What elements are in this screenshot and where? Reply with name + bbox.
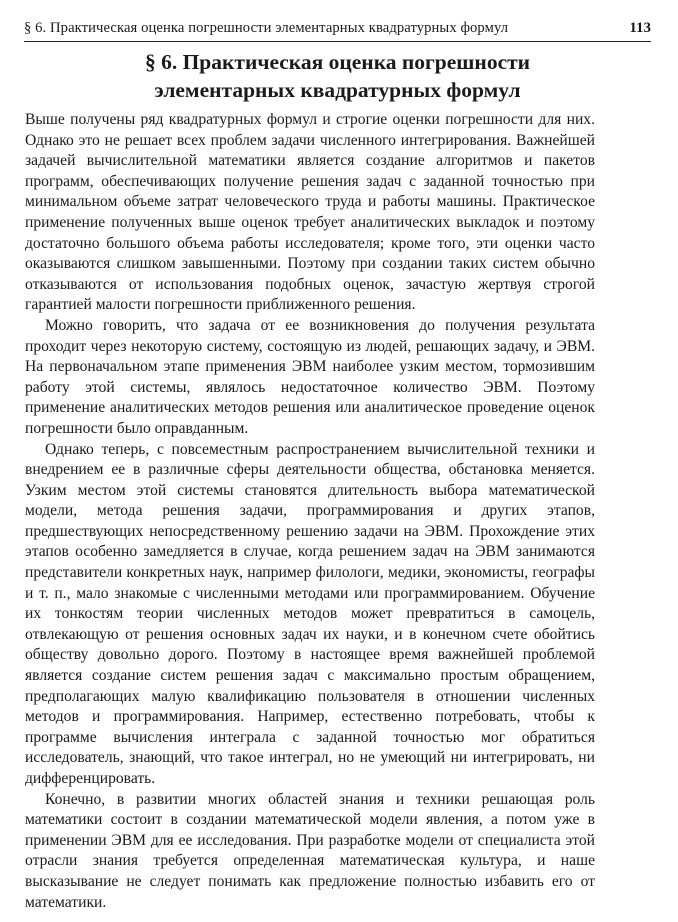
- paragraph-4: Конечно, в развитии многих областей знания и техники решающая роль математики состоит в создании математической модели явления, а потом уже в применении ЭВМ для ее исследования. При разработке модели от специалиста этой отрасли знания требуется определенная математическая культура, и наше высказывание не следует понимать как предложение полностью избавить его от математики.: [25, 790, 595, 911]
- running-head: [24, 14, 651, 42]
- running-head-title: § 6. Практическая оценка погрешности элементарных квадратурных формул: [24, 20, 509, 37]
- paragraph-3: Однако теперь, с повсеместным распространением вычислительной техники и внедрением ее в различные сферы деятельности общества, обстановка меняется. Узким местом этой системы становятся длительность выбора математической модели, метода решения задачи, программирования и других этапов, предшествующих непосредственному решению задачи на ЭВМ. Прохождение этих этапов особенно замедляется в случае, когда решением задач на ЭВМ занимаются представители конкретных наук, например филологи, медики, экономисты, географы и т. п., мало знакомые с численными методами или программированием. Обучение их тонкостям теории численных методов может превратиться в самоцель, отвлекающую от решения основных задач их науки, и в конечном счете обойтись обществу довольно дорого. Поэтому в настоящее время важнейшей проблемой является создание систем решения задач с максимально простым обращением, предполагающих малую квалификацию пользователя в отношении численных методов и программирования. Например, естественно потребовать, чтобы к программе вычисления интеграла с заданной точностью мог обратиться исследователь, знающий, что такое интеграл, но не умеющий ни интегрировать, ни дифференцировать.: [25, 440, 595, 787]
- paragraph-2: Можно говорить, что задача от ее возникновения до получения результата проходит через некоторую систему, состоящую из людей, решающих задачу, и ЭВМ. На первоначальном этапе применения ЭВМ наиболее узким местом, тормозившим работу этой системы, являлось недостаточное количество ЭВМ. Поэтому применение аналитических методов решения или аналитическое проведение оценок погрешности было оправданным.: [25, 316, 595, 437]
- section-title-line-1: § 6. Практическая оценка погрешности: [144, 50, 531, 74]
- section-title: [24, 48, 651, 104]
- section-title-line-2: элементарных квадратурных формул: [154, 78, 521, 102]
- page-number: 113: [629, 20, 651, 36]
- paragraph-1: Выше получены ряд квадратурных формул и строгие оценки погрешности для них. Однако это не решает всех проблем задачи численного интегрирования. Важнейшей задачей вычислительной математики является создание алгоритмов и пакетов программ, обеспечивающих получение решения задач с заданной точностью при минимальном объеме затрат человеческого труда и работы машины. Практическое применение полученных выше оценок требует аналитических выкладок и поэтому достаточно большого объема работы исследователя; кроме того, эти оценки часто оказываются слишком завышенными. Поэтому при создании таких систем обычно отказываются от использования подобных оценок, зачастую жертвуя строгой гарантией малости погрешности приближенного решения.: [25, 111, 595, 314]
- body-text: [25, 110, 595, 913]
